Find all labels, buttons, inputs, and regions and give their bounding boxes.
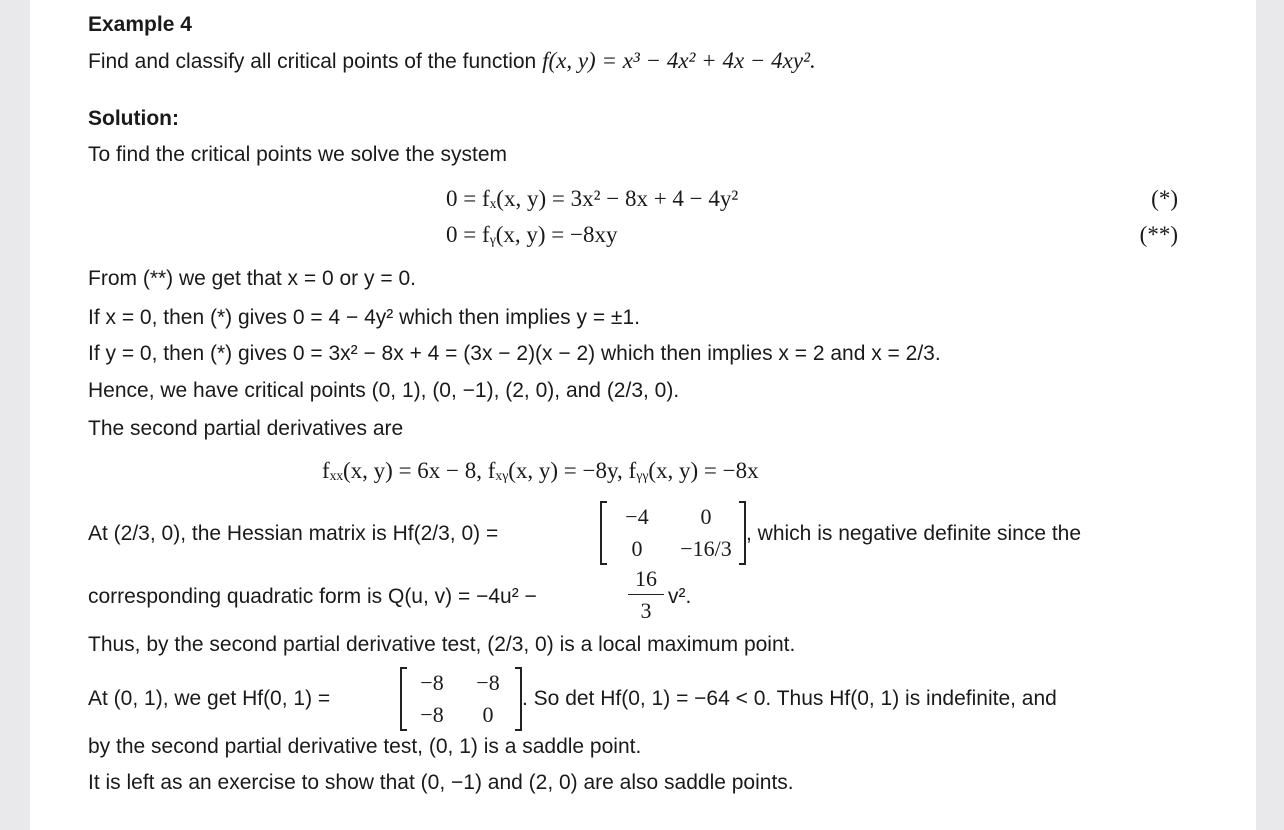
line-saddle: by the second partial derivative test, (0, 1) is a saddle point. [88, 735, 642, 758]
line-case-x: If x = 0, then (*) gives 0 = 4 − 4y² which then implies y = ±1. [88, 306, 640, 329]
example-title: Example 4 [88, 13, 192, 36]
system-equation-1: 0 = fₓ(x, y) = 3x² − 8x + 4 − 4y² [446, 186, 739, 211]
quadratic-prefix: corresponding quadratic form is Q(u, v) = −4u² − [88, 585, 537, 608]
hessian1-prefix: At (2/3, 0), the Hessian matrix is Hf(2/3, 0) = [88, 522, 499, 545]
system-equation-2: 0 = fᵧ(x, y) = −8xy [446, 222, 618, 247]
hessian1-a11: −4 [625, 504, 649, 529]
quadratic-suffix: v². [668, 585, 692, 608]
hessian1-a21: 0 [631, 536, 643, 561]
line-second-partials-intro: The second partial derivatives are [88, 417, 404, 440]
hessian2-a12: −8 [476, 670, 500, 695]
hessian1-suffix: , which is negative definite since the [746, 522, 1082, 545]
hessian1-matrix [600, 502, 746, 564]
hessian2-matrix [400, 668, 522, 730]
hessian1-a12: 0 [700, 504, 712, 529]
equation-tag-2: (**) [1139, 222, 1178, 247]
problem-prefix: Find and classify all critical points of the function [88, 50, 543, 73]
hessian2-a21: −8 [420, 702, 444, 727]
intro-text: To find the critical points we solve the system [88, 143, 508, 166]
line-local-max: Thus, by the second partial derivative test, (2/3, 0) is a local maximum point. [88, 633, 796, 656]
line-exercise: It is left as an exercise to show that (0, −1) and (2, 0) are also saddle points. [88, 771, 794, 794]
quadratic-fraction [628, 566, 664, 624]
document-page [30, 0, 1256, 830]
second-partials: fₓₓ(x, y) = 6x − 8, fₓᵧ(x, y) = −8y, fᵧᵧ(x, y) = −8x [322, 458, 759, 483]
hessian2-a11: −8 [420, 670, 444, 695]
problem-function: f(x, y) = x³ − 4x² + 4x − 4xy². [542, 48, 816, 73]
line-case-y: If y = 0, then (*) gives 0 = 3x² − 8x + 4 = (3x − 2)(x − 2) which then implies x = 2 and x = 2/3. [88, 342, 941, 365]
fraction-numerator: 16 [635, 566, 657, 591]
equation-tag-1: (*) [1151, 186, 1178, 211]
hessian1-a22: −16/3 [680, 536, 732, 561]
problem-statement [88, 48, 816, 75]
fraction-denominator: 3 [640, 598, 652, 623]
solution-heading: Solution: [88, 107, 179, 130]
hessian2-prefix: At (0, 1), we get Hf(0, 1) = [88, 687, 331, 710]
hessian2-a22: 0 [482, 702, 494, 727]
line-critical-points: Hence, we have critical points (0, 1), (0, −1), (2, 0), and (2/3, 0). [88, 379, 680, 402]
line-from: From (**) we get that x = 0 or y = 0. [88, 267, 416, 290]
hessian2-suffix: . So det Hf(0, 1) = −64 < 0. Thus Hf(0, 1) is indefinite, and [522, 687, 1057, 710]
fraction-bar [628, 594, 664, 595]
